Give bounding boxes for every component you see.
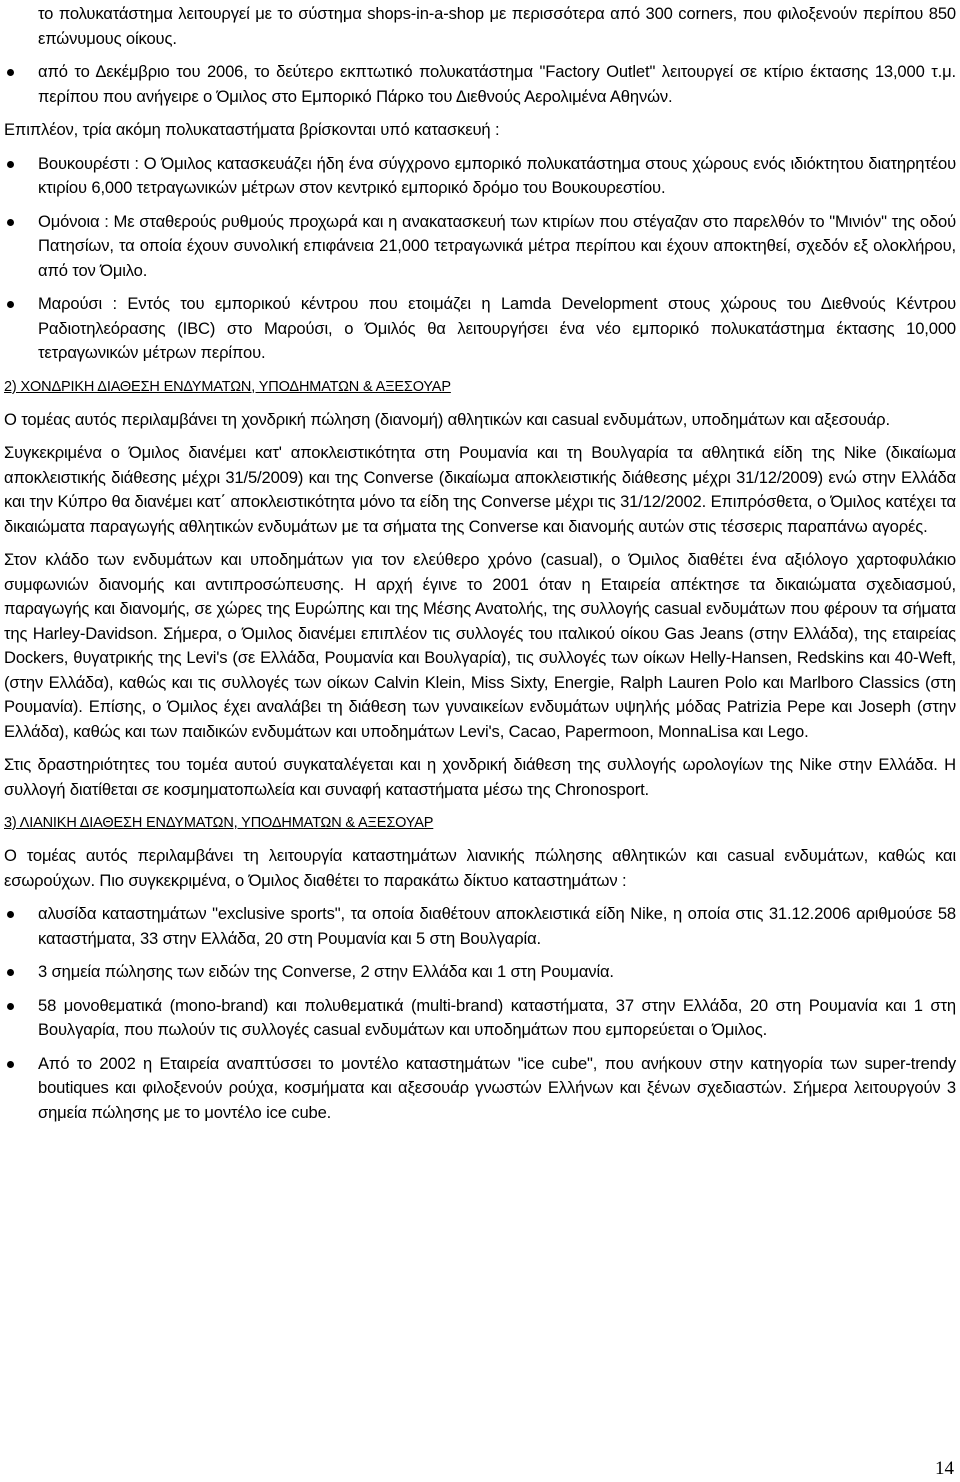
list-item-text: 3 σημεία πώλησης των ειδών της Converse, 2 στην Ελλάδα και 1 στη Ρουμανία. [38, 962, 614, 981]
section-heading: 3) ΛΙΑΝΙΚΗ ΔΙΑΘΕΣΗ ΕΝΔΥΜΑΤΩΝ, ΥΠΟΔΗΜΑΤΩΝ & ΑΞΕΣΟΥΑΡ [4, 815, 434, 831]
list-item-text: από το Δεκέμβριο του 2006, το δεύτερο εκπτωτικό πολυκατάστημα "Factory Outlet" λειτουργεί σε κτίριο έκτασης 13,000 τ.μ. περίπου που ανήγειρε ο Όμιλος στο Εμπορικό Πάρκο του Διεθνούς Αερολιμένα Αθηνών. [38, 62, 956, 106]
list-item [4, 60, 956, 109]
intro-paragraph: Επιπλέον, τρία ακόμη πολυκαταστήματα βρίσκονται υπό κατασκευή : [4, 120, 500, 139]
bullet-icon [7, 1061, 14, 1068]
list-item [4, 902, 956, 951]
paragraph: Ο τομέας αυτός περιλαμβάνει τη χονδρική πώληση (διανομή) αθλητικών και casual ενδυμάτων, υποδημάτων και αξεσουάρ. [4, 409, 890, 429]
list-item-text: Μαρούσι : Εντός του εμπορικού κέντρου που ετοιμάζει η Lamda Development στους χώρους του Διεθνούς Κέντρου Ραδιοτηλεόρασης (IBC) στο Μαρούσι, ο Όμιλός θα λειτουργήσει ένα νέο εμπορικό πολυκατάστημα έκτασης 10,000 τετραγωνικών μέτρων περίπου. [38, 294, 956, 362]
bullet-icon [7, 1003, 14, 1010]
paragraph: Ο τομέας αυτός περιλαμβάνει τη λειτουργία καταστημάτων λιανικής πώλησης αθλητικών και casual ενδυμάτων, καθώς και εσωρούχων. Πιο συγκεκριμένα, ο Όμιλος διαθέτει το παρακάτω δίκτυο καταστημάτων : [4, 846, 956, 890]
list-continued [4, 2, 956, 109]
bullet-icon [7, 301, 14, 308]
section-heading: 2) ΧΟΝΔΡΙΚΗ ΔΙΑΘΕΣΗ ΕΝΔΥΜΑΤΩΝ, ΥΠΟΔΗΜΑΤΩΝ & ΑΞΕΣΟΥΑΡ [4, 378, 451, 395]
paragraph: Στις δραστηριότητες του τομέα αυτού συγκαταλέγεται και η χονδρική διάθεση της συλλογής ωρολογίων της Nike στην Ελλάδα. Η συλλογή διατίθεται σε κοσμηματοπωλεία και συναφή καταστήματα μέσω της Chronosport. [4, 755, 956, 799]
list-item-text: Από το 2002 η Εταιρεία αναπτύσσει το μοντέλο καταστημάτων "ice cube", που ανήκουν στην κατηγορία των super-trendy boutiques και φιλοξενούν ρούχα, κοσμήματα και αξεσουάρ γνωστών Ελλήνων και ξένων σχεδιαστών. Σήμερα λειτουργούν 3 σημεία πώλησης με το μοντέλο ice cube. [38, 1053, 956, 1122]
list-item [4, 210, 956, 284]
construction-list [4, 152, 956, 366]
list-item-text: Ομόνοια : Με σταθερούς ρυθμούς προχωρά και η ανακατασκευή των κτιρίων που στέγαζαν στο παρελθόν το "Μινιόν" της οδού Πατησίων, τα οποία έχουν συνολική επιφάνεια 21,000 τετραγωνικά μέτρα περίπου και έχουν αποκτηθεί, σχεδόν εξ ολοκλήρου, από τον Όμιλο. [38, 211, 956, 280]
store-network-list [4, 902, 956, 1125]
list-item [4, 1052, 956, 1126]
list-item-text: αλυσίδα καταστημάτων "exclusive sports", τα οποία διαθέτουν αποκλειστικά είδη Nike, η οποία στις 31.12.2006 αριθμούσε 58 καταστήματα, 33 στην Ελλάδα, 20 στη Ρουμανία και 5 στη Βουλγαρία. [38, 904, 956, 948]
list-item-text: Βουκουρέστι : Ο Όμιλος κατασκευάζει ήδη ένα σύγχρονο εμπορικό πολυκατάστημα στους χώρους ενός ιδιόκτητου διατηρητέου κτιρίου 6,000 τετραγωνικών μέτρων στον κεντρικό εμπορικό δρόμο του Βουκουρεστίου. [38, 153, 956, 197]
bullet-icon [7, 219, 14, 226]
bullet-icon [7, 69, 14, 76]
list-item-text: το πολυκατάστημα λειτουργεί με το σύστημα shops-in-a-shop με περισσότερα από 300 corners, που φιλοξενούν περίπου 850 επώνυμους οίκους. [38, 4, 956, 48]
bullet-icon [7, 969, 14, 976]
list-item [4, 960, 956, 985]
paragraph: Συγκεκριμένα ο Όμιλος διανέμει κατ' αποκλειστικότητα στη Ρουμανία και τη Βουλγαρία τα αθλητικά είδη της Nike (δικαίωμα αποκλειστικής διάθεσης μέχρι 31/5/2009) και της Converse (δικαίωμα αποκλειστικής διάθεσης μέχρι 31/12/2009) ενώ στην Ελλάδα και την Κύπρο θα διανέμει κατ΄ αποκλειστικότητα μόνο τα είδη της Converse μέχρι τις 31/12/2002. Επιπρόσθετα, ο Όμιλος κατέχει τα δικαιώματα παραγωγής αθλητικών ενδυμάτων με τα σήματα της Converse και διανομής αυτών στις τέσσερις παραπάνω αγορές. [4, 443, 956, 536]
list-item-text: 58 μονοθεματικά (mono-brand) και πολυθεματικά (multi-brand) καταστήματα, 37 στην Ελλάδα, 20 στη Ρουμανία και 1 στη Βουλγαρία, που πωλούν τις συλλογές casual ενδυμάτων και υποδημάτων που εμπορεύεται ο Όμιλος. [38, 995, 956, 1039]
bullet-icon [7, 161, 14, 168]
list-item [4, 994, 956, 1043]
bullet-icon [7, 911, 14, 918]
list-item [4, 152, 956, 201]
list-item [4, 292, 956, 366]
page-number: 14 [935, 1458, 954, 1479]
list-item [4, 2, 956, 51]
paragraph: Στον κλάδο των ενδυμάτων και υποδημάτων για τον ελεύθερο χρόνο (casual), ο Όμιλος διαθέτει ένα αξιόλογο χαρτοφυλάκιο συμφωνιών διανομής και αντιπροσώπευσης. Η αρχή έγινε το 2001 όταν η Εταιρεία απέκτησε τα δικαιώματα σχεδιασμού, παραγωγής και διανομής, σε χώρες της Ευρώπης και της Μέσης Ανατολής, της συλλογής casual ενδυμάτων που φέρουν τα σήματα της Harley-Davidson. Σήμερα, ο Όμιλος διανέμει επιπλέον τις συλλογές του ιταλικού οίκου Gas Jeans (στην Ελλάδα), της εταιρείας Dockers, θυγατρικής της Levi's (σε Ελλάδα, Ρουμανία και Βουλγαρία), τις συλλογές των οίκων Helly-Hansen, Redskins και 40-Weft, (στην Ελλάδα), καθώς και τις συλλογές των οίκων Calvin Klein, Miss Sixty, Energie, Ralph Lauren Polo και Marlboro Classics (στη Ρουμανία). Επίσης, ο Όμιλος έχει αναλάβει τη διάθεση των γυναικείων ενδυμάτων υψηλής μόδας Patrizia Pepe και Joseph (στην Ελλάδα), καθώς και των παιδικών ενδυμάτων και υποδημάτων Levi's, Cacao, Papermoon, MonnaLisa και Lego. [4, 550, 956, 741]
